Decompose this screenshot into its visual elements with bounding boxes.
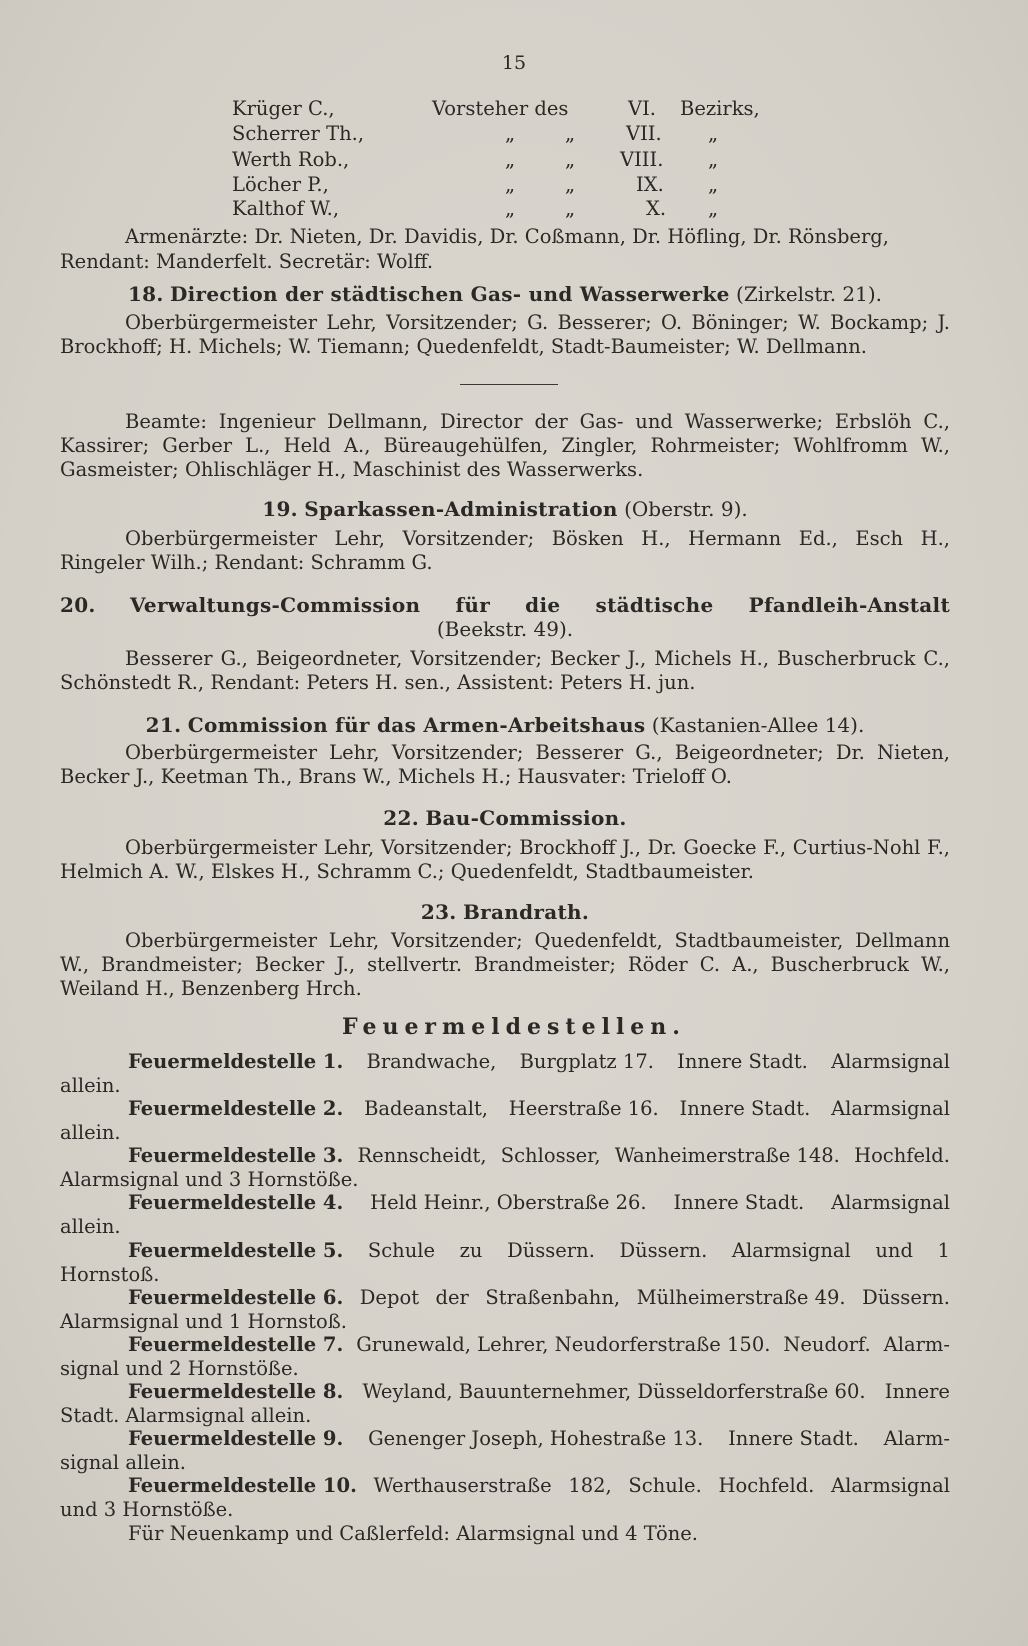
feuermelde-entry: Feuermeldestelle 9. Genenger Joseph, Hohestraße 13. Innere Stadt. Alarm- signal allein.	[60, 1427, 950, 1474]
feuermelde-entry: Feuermeldestelle 10. Werthauserstraße 182, Schule. Hochfeld. Alarmsignal und 3 Hornstöße.	[60, 1474, 950, 1521]
page-number: 15	[501, 52, 527, 74]
feuermelde-entry: Feuermeldestelle 2. Badeanstalt, Heerstraße 16. Innere Stadt. Alarmsignal allein.	[60, 1097, 950, 1144]
armenaerzte-line: Armenärzte: Dr. Nieten, Dr. Davidis, Dr. Coßmann, Dr. Höfling, Dr. Rönsberg,	[125, 225, 889, 248]
section-23-body: Oberbürgermeister Lehr, Vorsitzender; Quedenfeldt, Stadtbaumeister, Dellmann W., Brandmeister; Becker J., stellvertr. Brandmeister; Röder C. A., Buscherbruck W., Weiland H., Benzenberg Hrch.	[60, 929, 950, 1000]
vorsteher-row: Kalthof W., „ „ X. „	[232, 197, 719, 220]
section-20-body: Besserer G., Beigeordneter, Vorsitzender; Becker J., Michels H., Buscherbruck C., Schönstedt R., Rendant: Peters H. sen., Assistent: Peters H. jun.	[60, 647, 950, 694]
rendant-line: Rendant: Manderfelt. Secretär: Wolff.	[60, 250, 434, 273]
section-22-heading: 22. Bau-Commission.	[383, 806, 627, 830]
vorsteher-row: Löcher P., „ „ IX. „	[232, 173, 719, 196]
feuermelde-entry: Feuermeldestelle 6. Depot der Straßenbahn, Mülheimerstraße 49. Düssern. Alarmsignal und 1 Hornstoß.	[60, 1286, 950, 1333]
section-20-heading: 20. Verwaltungs-Commission für die städtische Pfandleih-Anstalt	[60, 593, 950, 617]
footer-line: Für Neuenkamp und Caßlerfeld: Alarmsignal und 4 Töne.	[128, 1522, 698, 1545]
feuermelde-entry: Feuermeldestelle 7. Grunewald, Lehrer, Neudorferstraße 150. Neudorf. Alarm- signal und 2 Hornstöße.	[60, 1333, 950, 1380]
section-19-heading: 19. Sparkassen-Administration (Oberstr. 9).	[262, 497, 748, 521]
feuermelde-entry: Feuermeldestelle 4. Held Heinr., Oberstraße 26. Innere Stadt. Alarmsignal allein.	[60, 1191, 950, 1238]
section-22-body: Oberbürgermeister Lehr, Vorsitzender; Brockhoff J., Dr. Goecke F., Curtius-Nohl F., Helmich A. W., Elskes H., Schramm C.; Quedenfeldt, Stadtbaumeister.	[60, 836, 950, 883]
vorsteher-row: Krüger C., Vorsteher des VI. Bezirks,	[232, 97, 760, 120]
section-18-body: Oberbürgermeister Lehr, Vorsitzender; G. Besserer; O. Böninger; W. Bockamp; J. Brockhoff; H. Michels; W. Tiemann; Quedenfeldt, Stadt-Baumeister; W. Dellmann.	[60, 311, 950, 358]
vorsteher-row: Werth Rob., „ „ VIII. „	[232, 148, 719, 171]
section-23-heading: 23. Brandrath.	[420, 900, 590, 924]
section-21-heading: 21. Commission für das Armen-Arbeitshaus (Kastanien-Allee 14).	[145, 713, 865, 737]
section-19-body: Oberbürgermeister Lehr, Vorsitzender; Bösken H., Hermann Ed., Esch H., Ringeler Wilh.; Rendant: Schramm G.	[60, 527, 950, 574]
feuermelde-entry: Feuermeldestelle 1. Brandwache, Burgplatz 17. Innere Stadt. Alarmsignal allein.	[60, 1050, 950, 1097]
vorsteher-row: Scherrer Th., „ „ VII. „	[232, 122, 719, 145]
section-18-heading: 18. Direction der städtischen Gas- und Wasserwerke (Zirkelstr. 21).	[127, 282, 883, 306]
feuermelde-entry: Feuermeldestelle 3. Rennscheidt, Schlosser, Wanheimerstraße 148. Hochfeld. Alarmsignal und 3 Hornstöße.	[60, 1144, 950, 1191]
divider-rule	[460, 384, 558, 385]
feuermeldestellen-title: Feuermeldestellen.	[342, 1014, 686, 1040]
feuermelde-entry: Feuermeldestelle 5. Schule zu Düssern. Düssern. Alarmsignal und 1 Hornstoß.	[60, 1239, 950, 1286]
section-21-body: Oberbürgermeister Lehr, Vorsitzender; Besserer G., Beigeordneter; Dr. Nieten, Becker J., Keetman Th., Brans W., Michels H.; Hausvater: Trieloff O.	[60, 741, 950, 788]
section-18-beamte: Beamte: Ingenieur Dellmann, Director der Gas- und Wasserwerke; Erbslöh C., Kassirer; Gerber L., Held A., Büreaugehülfen, Zingler, Rohrmeister; Wohlfromm W., Gasmeister; Ohlischläger H., Maschinist des Wasserwerks.	[60, 410, 950, 481]
section-20-address: (Beekstr. 49).	[436, 617, 574, 641]
feuermelde-entry: Feuermeldestelle 8. Weyland, Bauunternehmer, Düsseldorferstraße 60. Innere Stadt. Alarmsignal allein.	[60, 1380, 950, 1427]
